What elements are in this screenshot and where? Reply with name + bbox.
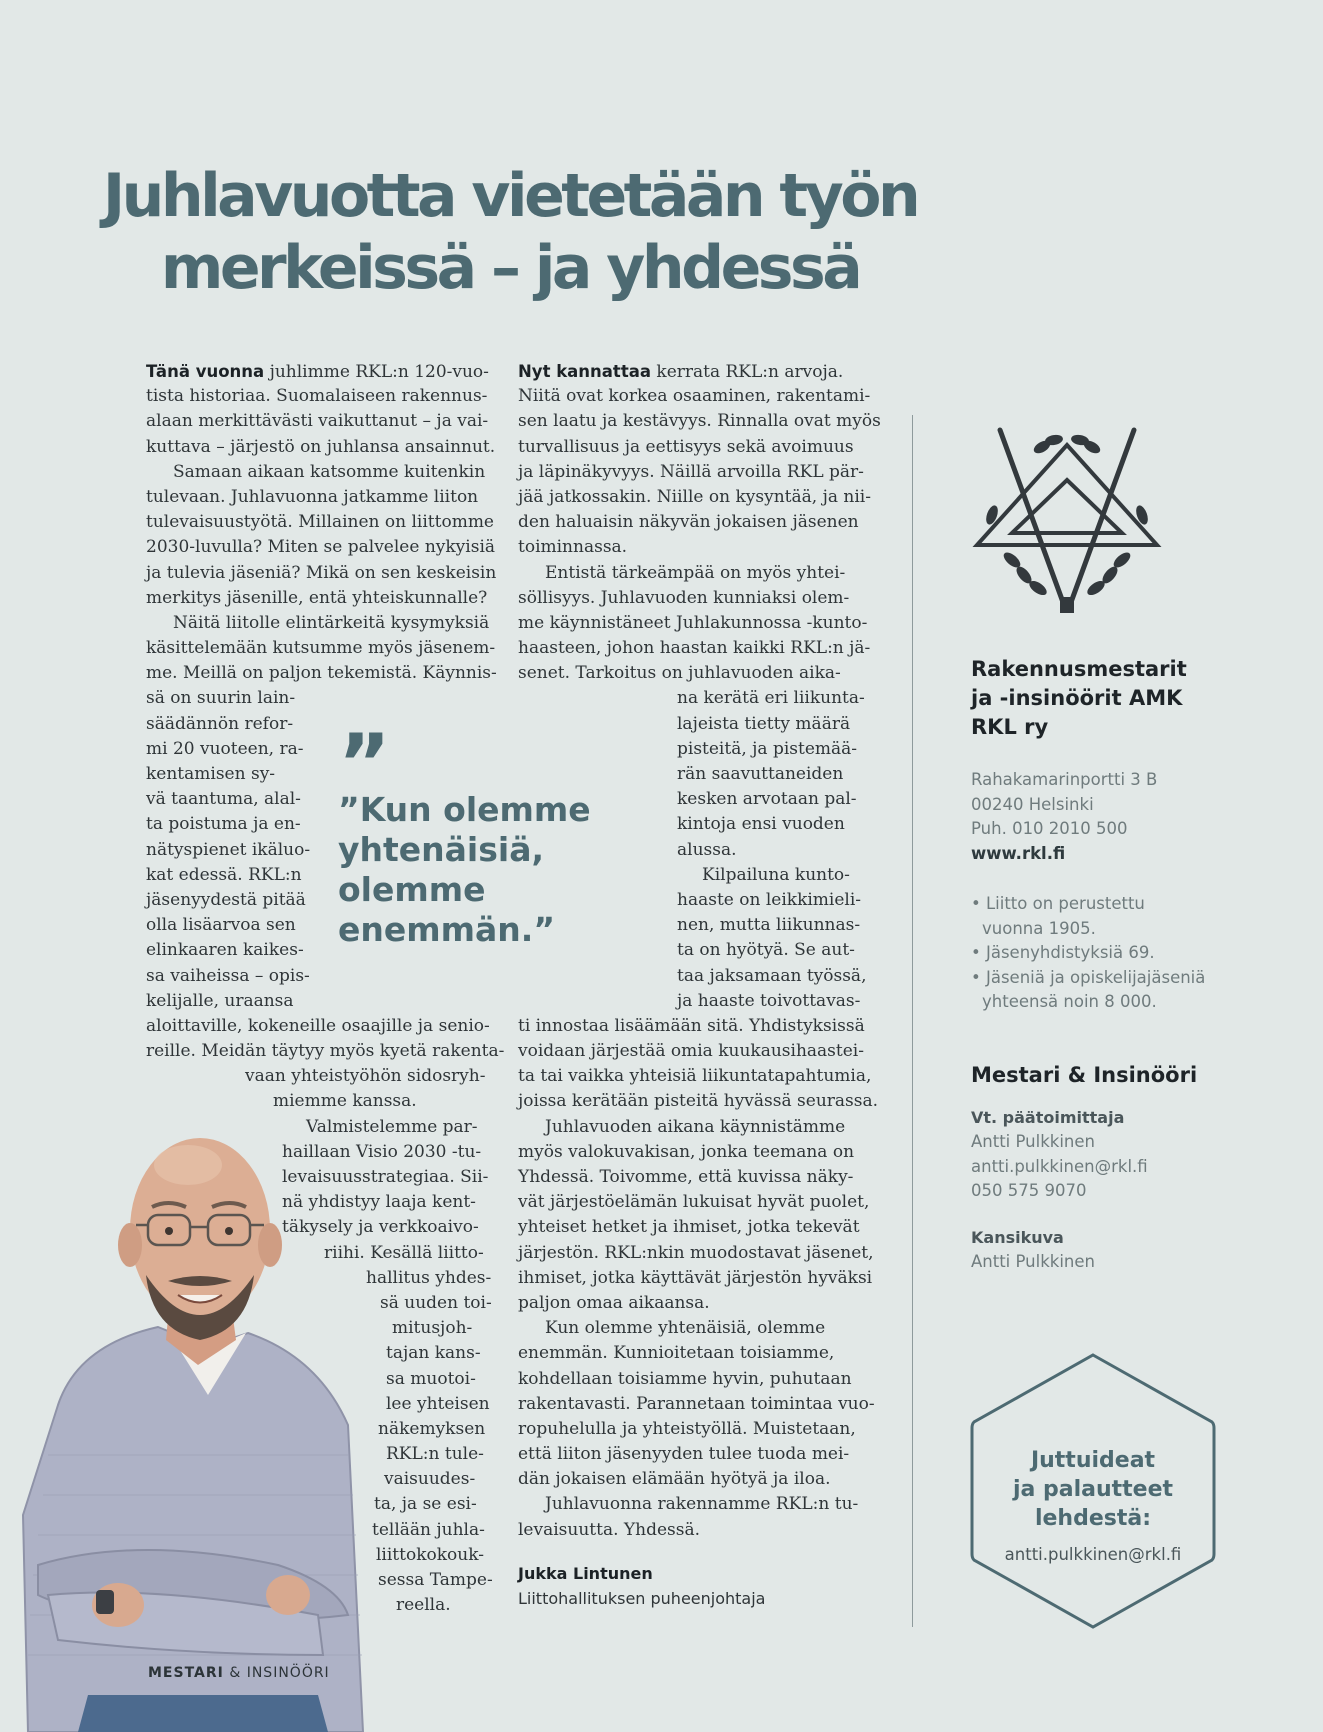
pull-quote-line: olemme xyxy=(338,870,486,909)
pull-quote-line: yhtenäisiä, xyxy=(338,830,544,869)
feedback-email[interactable]: antti.pulkkinen@rkl.fi xyxy=(1004,1545,1182,1564)
text-line: Näitä liitolle elintärkeitä kysymyksiä xyxy=(173,612,490,633)
text-line: ta, ja se esi- xyxy=(374,1494,477,1515)
pull-quote-line: enemmän.” xyxy=(338,910,556,949)
text-line: mi 20 vuoteen, ra- xyxy=(146,738,304,759)
text-line: rän saavuttaneiden xyxy=(677,764,844,784)
text-line: paljon omaa aikaansa. xyxy=(518,1292,710,1313)
text-line: olla lisäarvoa sen xyxy=(146,915,296,936)
text-line: lajeista tietty määrä xyxy=(677,713,851,734)
text-line: sen laatu ja kestävyys. Rinnalla ovat myös xyxy=(518,411,881,432)
cover-label: Kansikuva xyxy=(971,1227,1064,1247)
text-line: kuttava – järjestö on juhlansa ansainnut. xyxy=(146,436,496,457)
text-line: vaan yhteistyöhön sidosryh- xyxy=(245,1066,486,1087)
text-line: tulevaisuustyötä. Millainen on liittomme xyxy=(146,512,494,533)
text-line: merkitys jäsenille, entä yhteiskunnalle? xyxy=(146,587,488,608)
text-line: joissa kerätään pisteitä hyvässä seurassa. xyxy=(518,1091,879,1112)
text-line: levaisuutta. Yhdessä. xyxy=(518,1519,701,1540)
sidebar xyxy=(971,655,1291,1275)
text-line: ihmiset, jotka käyttävät järjestön hyväksi xyxy=(518,1267,873,1288)
feedback-heading: Juttuideat ja palautteet lehdestä: xyxy=(1012,1448,1174,1531)
text-line: Yhdessä. Toivomme, että kuvissa näky- xyxy=(518,1167,854,1187)
text-line: nä yhdistyy laaja kent- xyxy=(282,1192,476,1213)
text-line: kat edessä. RKL:n xyxy=(146,864,302,885)
editor-label: Vt. päätoimittaja xyxy=(971,1107,1125,1127)
text-line: kohdellaan toisiamme hyvin, puhutaan xyxy=(518,1368,852,1389)
text-line: mitusjoh- xyxy=(392,1318,473,1339)
text-line: täkysely ja verkkoaivo- xyxy=(282,1217,479,1238)
pull-quote xyxy=(338,790,638,950)
text-line: Juhlavuoden aikana käynnistämme xyxy=(545,1116,846,1137)
quote-mark-icon: ” xyxy=(338,717,391,810)
text-line: vä taantuma, alal- xyxy=(146,789,301,810)
headline-line-1: Juhlavuotta vietetään työn xyxy=(102,161,918,231)
text-line: näkemyksen xyxy=(378,1418,486,1439)
editor-email[interactable]: antti.pulkkinen@rkl.fi xyxy=(971,1156,1148,1176)
signature-name: Jukka Lintunen xyxy=(518,1563,653,1583)
signature-title: Liittohallituksen puheenjohtaja xyxy=(518,1589,766,1608)
text-line: dän jokaisen elämään hyötyä ja iloa. xyxy=(518,1469,831,1490)
text-line: haaste on leikkimieli- xyxy=(677,889,862,910)
text-line: vaisuudes- xyxy=(384,1469,476,1490)
text-line: että liiton jäsenyyden tulee tuoda mei- xyxy=(518,1444,850,1465)
text-line: söllisyys. Juhlavuoden kunniaksi olem- xyxy=(518,587,850,608)
footer-brand: MESTARI & INSINÖÖRI xyxy=(148,1665,330,1681)
lead-in: Tänä vuonna xyxy=(146,362,265,381)
text-line: RKL:n tule- xyxy=(386,1444,484,1465)
text-line: pisteitä, ja pistemää- xyxy=(677,738,858,759)
text-line: toiminnassa. xyxy=(518,537,628,558)
feedback-box xyxy=(970,1446,1216,1564)
text-line: kelijalle, uraansa xyxy=(146,990,294,1011)
text-line: kesken arvotaan pal- xyxy=(677,789,857,810)
text-line: turvallisuus ja eettisyys sekä avoimuus xyxy=(518,436,854,457)
text-line: alaan merkittävästi vaikuttanut – ja vai- xyxy=(146,411,489,432)
text-line: enemmän. Kunnioitetaan toisiamme, xyxy=(518,1343,835,1364)
text-line: tellään juhla- xyxy=(372,1519,485,1540)
text-line: tajan kans- xyxy=(386,1343,481,1364)
text-line: ropuhelulla ja yhteistyöllä. Muistetaan, xyxy=(518,1418,856,1439)
text-line: ja läpinäkyvyys. Näillä arvoilla RKL pär- xyxy=(518,461,864,482)
text-line: haasteen, johon haastan kaikki RKL:n jä- xyxy=(518,638,871,659)
text-line: elinkaaren kaikes- xyxy=(146,940,304,961)
text-line: ja tulevia jäseniä? Mikä on sen keskeisin xyxy=(146,562,497,583)
text-line: kentamisen sy- xyxy=(146,764,276,784)
website-link[interactable]: www.rkl.fi xyxy=(971,843,1066,863)
text-line: miemme kanssa. xyxy=(273,1091,417,1112)
text-line: taa jaksamaan työssä, xyxy=(677,965,867,986)
text-line: senet. Tarkoitus on juhlavuoden aika- xyxy=(518,663,841,684)
text-line: säädännön refor- xyxy=(146,713,294,734)
text-line: ti innostaa lisäämään sitä. Yhdistyksissä xyxy=(518,1015,865,1036)
text-line: me. Meillä on paljon tekemistä. Käynnis- xyxy=(146,663,497,684)
text-line: Kun olemme yhtenäisiä, olemme xyxy=(545,1318,826,1339)
text-line: reella. xyxy=(396,1595,451,1616)
text-line: nen, mutta liikunnas- xyxy=(677,915,861,936)
text-line: Tänä vuonna juhlimme RKL:n 120-vuo- xyxy=(146,362,489,382)
text-line: voidaan järjestää omia kuukausihaastei- xyxy=(518,1041,864,1062)
text-line: ja haaste toivottavas- xyxy=(677,990,861,1011)
text-line: Nyt kannattaa kerrata RKL:n arvoja. xyxy=(518,362,844,382)
text-line: yhteiset hetket ja ihmiset, jotka tekevät xyxy=(518,1217,860,1238)
text-line: haillaan Visio 2030 -tu- xyxy=(282,1141,482,1162)
text-line: järjestön. RKL:nkin muodostavat jäsenet, xyxy=(518,1242,874,1263)
headline-line-2: merkeissä – ja yhdessä xyxy=(160,233,860,303)
text-line: aloittaville, kokeneille osaajille ja senio- xyxy=(146,1015,490,1036)
text-line: vät järjestöelämän lukuisat hyvät puolet, xyxy=(518,1192,870,1213)
column-divider xyxy=(912,415,913,1627)
org-name: Rakennusmestarit ja -insinöörit AMK RKL ry xyxy=(971,657,1187,739)
text-line: Valmistelemme par- xyxy=(306,1116,478,1137)
text-line: tista historiaa. Suomalaiseen rakennus- xyxy=(146,386,488,407)
text-line: tulevaan. Juhlavuonna jatkamme liiton xyxy=(146,486,479,507)
article-column-2 xyxy=(518,359,881,1611)
text-line: liittokokouk- xyxy=(376,1544,484,1565)
text-line: hallitus yhdes- xyxy=(366,1267,492,1288)
text-line: sa muotoi- xyxy=(386,1368,476,1389)
org-address: Rahakamarinportti 3 B 00240 Helsinki Puh. 010 2010 500 xyxy=(971,770,1158,838)
text-line: sä uuden toi- xyxy=(380,1292,492,1313)
lead-in: Nyt kannattaa xyxy=(518,362,651,381)
text-line: na kerätä eri liikunta- xyxy=(677,688,865,709)
text-line: me käynnistäneet Juhlakunnossa -kunto- xyxy=(518,612,868,633)
text-line: sa vaiheissa – opis- xyxy=(146,965,310,986)
text-line: Niitä ovat korkea osaaminen, rakentami- xyxy=(518,386,871,407)
text-line: Samaan aikaan katsomme kuitenkin xyxy=(173,461,486,482)
text-line: Entistä tärkeämpää on myös yhtei- xyxy=(545,562,846,583)
text-line: riihi. Kesällä liitto- xyxy=(324,1242,484,1263)
text-line: levaisuusstrategiaa. Sii- xyxy=(282,1167,489,1187)
portrait-photo xyxy=(18,1095,368,1732)
text-line: alussa. xyxy=(677,839,737,860)
text-line: nätyspienet ikäluo- xyxy=(146,839,311,860)
text-line: ta poistuma ja en- xyxy=(146,814,301,835)
text-line: Kilpailuna kunto- xyxy=(702,864,850,885)
magazine-title: Mestari & Insinööri xyxy=(971,1062,1198,1087)
text-line: ta on hyötyä. Se aut- xyxy=(677,940,855,961)
text-line: ta tai vaikka yhteisiä liikuntatapahtumia, xyxy=(518,1066,872,1087)
headline xyxy=(60,160,960,304)
cover-name: Antti Pulkkinen xyxy=(971,1252,1095,1271)
text-line: sessa Tampe- xyxy=(378,1570,493,1590)
rkl-emblem-icon xyxy=(972,425,1162,615)
text-line: 2030-luvulla? Miten se palvelee nykyisiä xyxy=(146,537,496,558)
text-line: kintoja ensi vuoden xyxy=(677,814,845,835)
text-line: käsittelemään kutsumme myös jäsenem- xyxy=(146,638,496,659)
text-line: den haluaisin näkyvän jokaisen jäsenen xyxy=(518,512,859,533)
text-line: reille. Meidän täytyy myös kyetä rakenta- xyxy=(146,1041,505,1062)
text-line: lee yhteisen xyxy=(386,1393,490,1414)
text-line: myös valokuvakisan, jonka teemana on xyxy=(518,1141,855,1162)
org-facts: • Liitto on perustettu vuonna 1905. • Jäsenyhdistyksiä 69. • Jäseniä ja opiskelijajäseniä yhteensä noin 8 000. xyxy=(971,894,1206,1011)
text-line: jäsenyydestä pitää xyxy=(146,889,306,910)
editor-info: Antti Pulkkinen antti.pulkkinen@rkl.fi 050 575 9070 xyxy=(971,1130,1291,1204)
text-line: sä on suurin lain- xyxy=(146,688,296,709)
pull-quote-line: ”Kun olemme xyxy=(338,790,591,829)
text-line: jää jatkossakin. Niille on kysyntää, ja nii- xyxy=(518,486,871,507)
text-line: rakentavasti. Parannetaan toimintaa vuo- xyxy=(518,1393,875,1414)
text-line: Juhlavuonna rakennamme RKL:n tu- xyxy=(545,1494,859,1515)
